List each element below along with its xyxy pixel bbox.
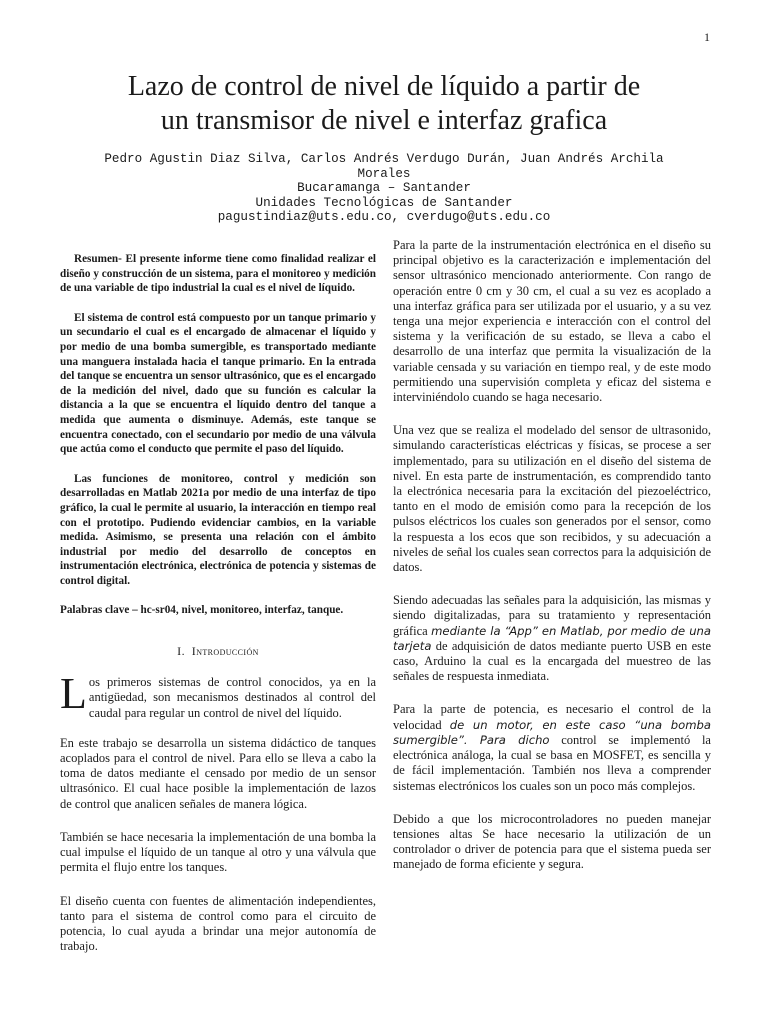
drop-cap: L bbox=[60, 669, 87, 719]
section-title bbox=[188, 644, 258, 658]
body-paragraph: El diseño cuenta con fuentes de alimentación independientes, tanto para el sistema de control como para el circuito de potencia, lo cual ayuda a brindar una mejor autonomía de trabajo. bbox=[60, 893, 376, 954]
title-line-1: Lazo de control de nivel de líquido a partir de bbox=[127, 71, 641, 102]
left-column bbox=[60, 252, 376, 969]
paper-title bbox=[70, 70, 698, 138]
body-text: Siendo adecuadas las señales para la adquisición, las mismas y siendo digitalizadas, para su tratamiento y representación gráfica bbox=[393, 593, 711, 638]
abstract-paragraph: Resumen- El presente informe tiene como finalidad realizar el diseño y construcción de un sistema, para el monitoreo y medición de una variable de tipo industrial la cual es el nivel de líquido. bbox=[60, 253, 376, 295]
section-numeral: I. bbox=[177, 644, 185, 659]
author-location: Bucaramanga – Santander bbox=[297, 181, 471, 195]
page-number: 1 bbox=[704, 30, 710, 44]
author-emails: pagustindiaz@uts.edu.co, cverdugo@uts.edu.co bbox=[217, 210, 551, 224]
section-heading bbox=[60, 644, 376, 659]
body-paragraph: Una vez que se realiza el modelado del sensor de ultrasonido, simulando características eléctricas y físicas, se procese a ser implementado, para su utilización en el diseño del sistema de nivel. En esta parte de instrumentación, es comprendido tanto la electrónica necesaria para la excitación del piezoeléctrico, tanto en el modo de emisión como para la recepción de los pulsos eléctricos los cuales son generados por el sensor, como la respuesta a los ecos que son recibidos, y su adecuación a niveles de señal los cuales sean correctos para la adquisición de datos. bbox=[393, 423, 711, 575]
keywords: Palabras clave – hc-sr04, nivel, monitoreo, interfaz, tanque. bbox=[60, 604, 344, 617]
handwritten-text: de un motor, en este caso “una bomba sumergible”. Para dicho bbox=[393, 717, 711, 747]
body-paragraph: Debido a que los microcontroladores no pueden manejar tensiones altas Se hace necesario la utilización de un controlador o driver de potencia para que el sistema pueda ser manejado de forma eficiente y segura. bbox=[393, 811, 711, 872]
body-paragraph bbox=[393, 702, 711, 793]
body-text: Para la parte de potencia, es necesario el control de la velocidad bbox=[393, 702, 711, 732]
body-paragraph bbox=[393, 593, 711, 684]
body-paragraph: En este trabajo se desarrolla un sistema didáctico de tanques acoplados para el control de nivel. Para ello se lleva a cabo la toma de datos mediante el censado por medio de un sensor ultrasónico. El cual hace posible la implementación de lazos de control que analicen señales de manera lógica. bbox=[60, 735, 376, 811]
body-text: control se implementó la electrónica análoga, la cual se basa en MOSFET, es sencilla y de fácil implementación. También nos lleva a comprender sistemas electrónicos los cuales son un poco más complejos. bbox=[393, 732, 711, 793]
author-block bbox=[95, 152, 673, 225]
section-title-rest: ntroducción bbox=[196, 644, 259, 659]
author-names-continued: Morales bbox=[357, 166, 411, 181]
section-title-first-letter: I bbox=[191, 644, 197, 659]
abstract bbox=[60, 252, 376, 588]
body-text: de adquisición de datos mediante puerto USB en este caso, Arduino la cual es la encargada del muestreo de las señales de respuesta inmediata. bbox=[393, 638, 711, 684]
body-paragraph: También se hace necesaria la implementación de una bomba la cual impulse el líquido de un tanque al otro y una válvula que permita el flujo entre los tanques. bbox=[60, 829, 376, 875]
author-institution: Unidades Tecnológicas de Santander bbox=[255, 195, 513, 210]
body-paragraph: Para la parte de la instrumentación electrónica en el diseño su principal objetivo es la caracterización e implementación del sensor ultrasónico mencionado anteriormente. Con rango de operación entre 0 cm y 30 cm, el cual a su vez es acoplado a una interfaz gráfica para ser utilizada por el usuario, y a su vez tenga una mejor experiencia e interacción con el control del sistema y la verificación de su estado, se lleva a cabo el desarrollo de una interfaz que permita la visualización de la variable censada y su variación en tiempo real, y de este modo permitiendo una supervisión completa y eficaz del sistema e interviniéndolo cuando se haga necesario. bbox=[393, 238, 711, 405]
handwritten-text: mediante la “App” en Matlab, por medio de una tarjeta bbox=[393, 623, 711, 653]
intro-paragraph bbox=[60, 669, 376, 721]
abstract-paragraph: Las funciones de monitoreo, control y medición son desarrolladas en Matlab 2021a por medio de una interfaz de tipo gráfico, la cual le permite al usuario, la interacción en tiempo real con el prototipo. Pudiendo evidenciar cambios, en la variable medida. Asimismo, se presenta una relación con el ámbito industrial por medio del desarrollo de conceptos en instrumentación electrónica, electrónica de potencia y sistemas de control digital. bbox=[60, 472, 376, 587]
right-column bbox=[393, 238, 711, 888]
abstract-paragraph: El sistema de control está compuesto por un tanque primario y un secundario el cual es el encargado de almacenar el líquido y por medio de una bomba sumergible, es transportado mediante una manguera instalada hacia el tanque primario. En la entrada del tanque se encuentra un sensor ultrasónico, que es el encargado de la medición del nivel, dado que su función es calcular la distancia a la que se encuentra el líquido dentro del tanque a medida que aumenta o disminuye. Además, este tanque se encuentra conectado, con el secundario por medio de una válvula que actúa como el conducto que permite el paso del líquido. bbox=[60, 311, 376, 456]
author-names: Pedro Agustin Diaz Silva, Carlos Andrés Verdugo Durán, Juan Andrés Archila bbox=[104, 152, 664, 166]
title-line-2: un transmisor de nivel e interfaz grafica bbox=[160, 105, 608, 136]
intro-text: os primeros sistemas de control conocidos, ya en la antigüedad, son mecanismos destinados al control del caudal para regular un control de nivel del líquido. bbox=[88, 675, 376, 720]
